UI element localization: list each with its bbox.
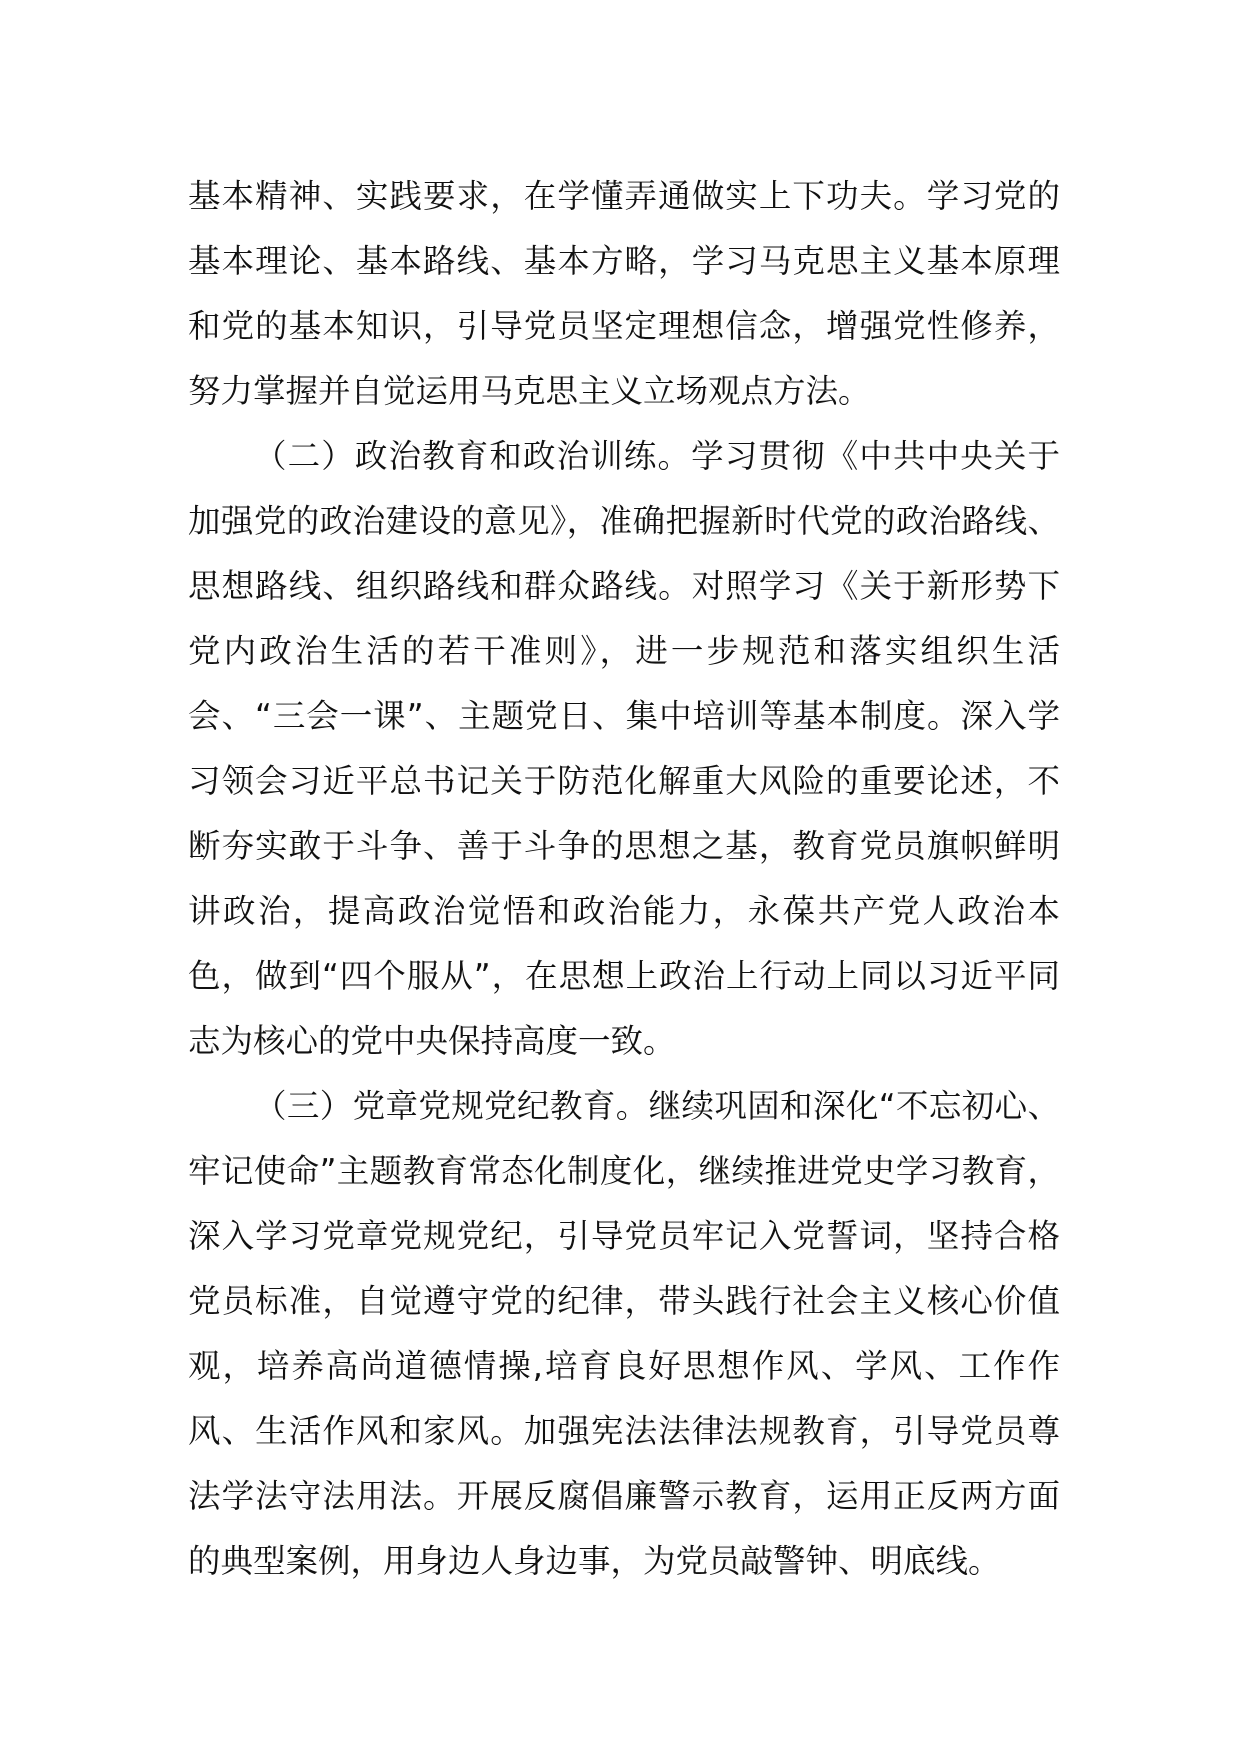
paragraph-political-education: （二）政治教育和政治训练。学习贯彻《中共中央关于加强党的政治建设的意见》，准确把握新时代党的政治路线、思想路线、组织路线和群众路线。对照学习《关于新形势下党内政治生活的若干准则》，进一步规范和落实组织生活会、“三会一课”、主题党日、集中培训等基本制度。深入学习领会习近平总书记关于防范化解重大风险的重要论述，不断夯实敢于斗争、善于斗争的思想之基，教育党员旗帜鲜明讲政治，提高政治觉悟和政治能力，永葆共产党人政治本色，做到“四个服从”，在思想上政治上行动上同以习近平同志为核心的党中央保持高度一致。 (188, 437, 1060, 1060)
document-body (188, 164, 1060, 1594)
paragraph-party-discipline-education: （三）党章党规党纪教育。继续巩固和深化“不忘初心、牢记使命”主题教育常态化制度化，继续推进党史学习教育，深入学习党章党规党纪，引导党员牢记入党誓词，坚持合格党员标准，自觉遵守党的纪律，带头践行社会主义核心价值观，培养高尚道德情操,培育良好思想作风、学风、工作作风、生活作风和家风。加强宪法法律法规教育，引导党员尊法学法守法用法。开展反腐倡廉警示教育，运用正反两方面的典型案例，用身边人身边事，为党员敲警钟、明底线。 (188, 1087, 1060, 1580)
paragraph-continuation: 基本精神、实践要求，在学懂弄通做实上下功夫。学习党的基本理论、基本路线、基本方略，学习马克思主义基本原理和党的基本知识，引导党员坚定理想信念，增强党性修养，努力掌握并自觉运用马克思主义立场观点方法。 (188, 177, 1060, 410)
